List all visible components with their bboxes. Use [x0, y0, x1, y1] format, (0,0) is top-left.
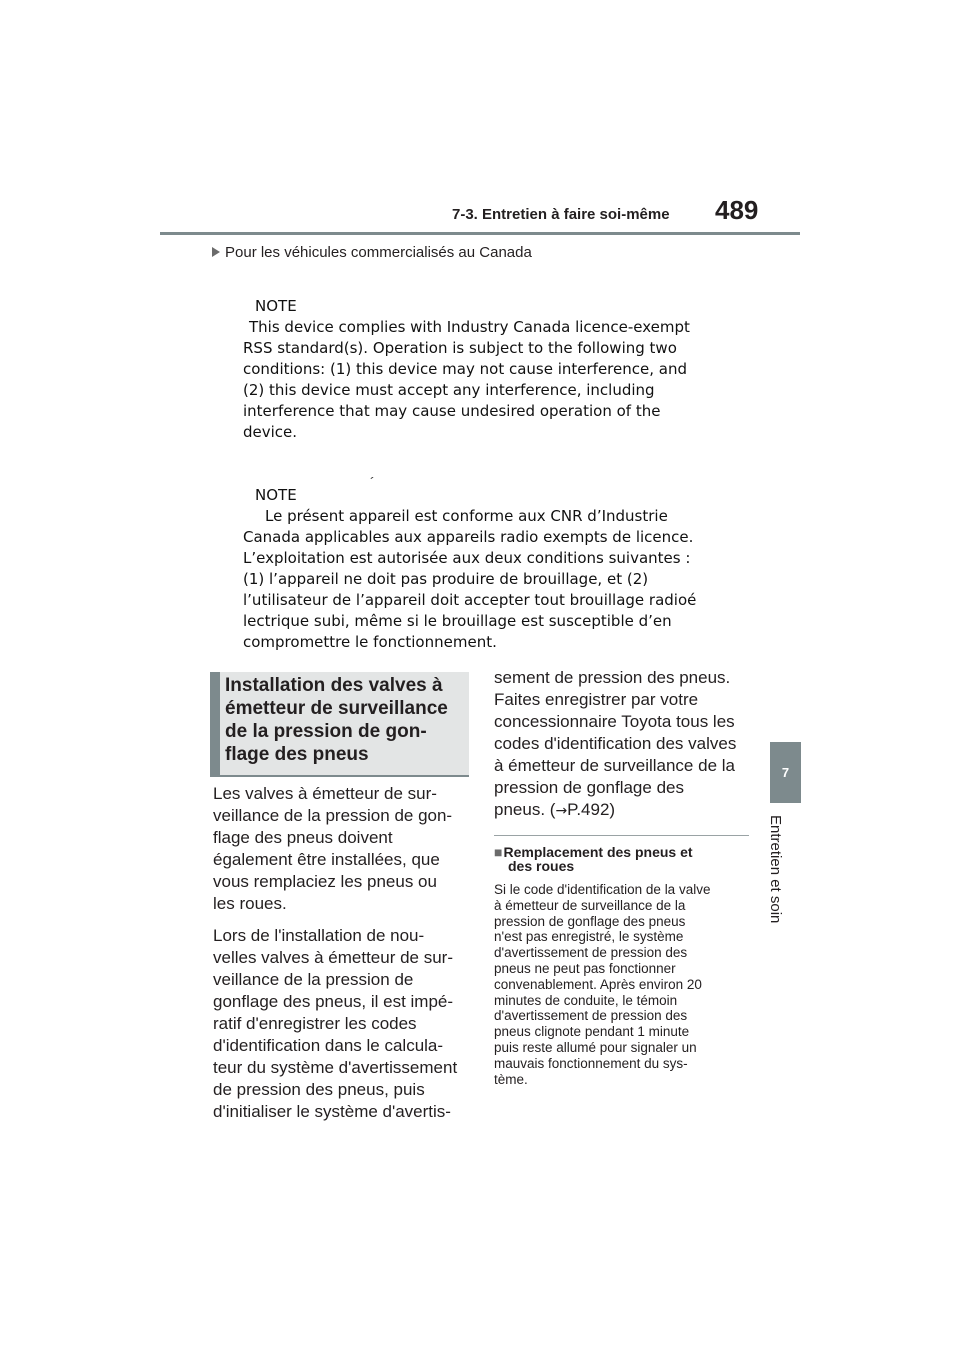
- sub-heading: [494, 845, 749, 873]
- page-number: 489: [715, 195, 759, 225]
- notice-line: device.: [243, 423, 298, 441]
- section-heading: [225, 674, 465, 766]
- text-line: Si le code d'identification de la valve: [494, 882, 711, 897]
- text-line: les roues.: [213, 894, 287, 913]
- notice-line: compromettre le fonctionnement.: [243, 633, 497, 651]
- text-line: Faites enregistrer par votre: [494, 690, 699, 709]
- page-reference-link[interactable]: P.492): [567, 800, 616, 819]
- text-line: gonflage des pneus, il est impé-: [213, 992, 454, 1011]
- heading-line: Installation des valves à: [225, 675, 443, 696]
- right-column: [494, 667, 754, 822]
- text-line: puis reste allumé pour signaler un: [494, 1039, 697, 1055]
- section-title: 7-3. Entretien à faire soi-même: [452, 206, 670, 223]
- notice-line: RSS standard(s). Operation is subject to the following two: [243, 339, 677, 357]
- text-line: d'avertissement de pression des: [494, 1008, 688, 1024]
- text-line: velles valves à émetteur de sur-: [213, 948, 453, 967]
- text-line: flage des pneus doivent: [213, 828, 393, 847]
- notice-french: [243, 485, 696, 653]
- header-rule: [160, 232, 800, 235]
- stray-accent-mark: ´: [370, 474, 375, 490]
- square-bullet-icon: ■: [494, 844, 503, 860]
- text-line: à émetteur de surveillance de la: [494, 897, 686, 913]
- paragraph: [213, 925, 468, 1123]
- notice-line: (1) l’appareil ne doit pas produire de brouillage, et (2): [243, 570, 649, 588]
- notice-line: lectrique subi, même si le brouillage est susceptible d’en: [243, 612, 672, 630]
- notice-line: interference that may cause undesired operation of the: [243, 402, 661, 420]
- text-line: à émetteur de surveillance de la: [494, 756, 735, 775]
- text-line: n'est pas enregistré, le système: [494, 929, 684, 945]
- text-line: Lors de l'installation de nou-: [213, 926, 425, 945]
- sub-body: [494, 882, 749, 1087]
- text-line: sement de pression des pneus.: [494, 668, 731, 687]
- left-column: [213, 783, 468, 1133]
- text-line: pression de gonflage des: [494, 778, 684, 797]
- text-line: également être installées, que: [213, 850, 440, 869]
- text-line: d'avertissement de pression des: [494, 945, 688, 961]
- text-line: mauvais fonctionnement du sys-: [494, 1055, 688, 1071]
- heading-line: flage des pneus: [225, 744, 369, 765]
- heading-line: émetteur de surveillance: [225, 698, 448, 719]
- text-line: de pression des pneus, puis: [213, 1080, 425, 1099]
- sub-heading-line: Remplacement des pneus et: [503, 844, 693, 860]
- notice-tag: NOTE: [255, 486, 297, 504]
- reference-arrow-icon: →: [555, 803, 568, 819]
- text-line: codes d'identification des valves: [494, 734, 737, 753]
- chapter-label-text: Entretien et soin: [767, 815, 784, 924]
- text-line: Les valves à émetteur de sur-: [213, 784, 437, 803]
- paragraph: [494, 667, 754, 822]
- intro-bullet: [212, 244, 532, 261]
- text-line: concessionnaire Toyota tous les: [494, 712, 735, 731]
- heading-accent-bar: [210, 672, 220, 775]
- text-line: pression de gonflage des pneus: [494, 913, 686, 929]
- bullet-triangle-icon: [212, 247, 220, 257]
- sub-heading-line: des roues: [508, 858, 575, 874]
- notice-english: [243, 296, 690, 443]
- chapter-tab[interactable]: 7: [770, 742, 801, 803]
- notice-line: Canada applicables aux appareils radio exempts de licence.: [243, 528, 694, 546]
- text-line: pneus clignote pendant 1 minute: [494, 1024, 690, 1040]
- notice-tag: NOTE: [255, 297, 297, 315]
- text-line: pneus ne peut pas fonctionner: [494, 960, 676, 976]
- text-line: d'identification dans le calcula-: [213, 1036, 444, 1055]
- text-line: ratif d'enregistrer les codes: [213, 1014, 417, 1033]
- notice-line: This device complies with Industry Canada licence-exempt: [249, 318, 690, 336]
- intro-bullet-text: Pour les véhicules commercialisés au Canada: [225, 244, 532, 261]
- text-line: teur du système d'avertissement: [213, 1058, 458, 1077]
- text-line: pneus. (: [494, 800, 556, 819]
- text-line: veillance de la pression de: [213, 970, 414, 989]
- text-line: d'initialiser le système d'avertis-: [213, 1102, 451, 1121]
- notice-line: L’exploitation est autorisée aux deux conditions suivantes :: [243, 549, 691, 567]
- subsection-divider: [494, 835, 749, 836]
- text-line: tème.: [494, 1071, 528, 1087]
- text-line: minutes de conduite, le témoin: [494, 992, 678, 1008]
- notice-line: l’utilisateur de l’appareil doit accepter tout brouillage radioé: [243, 591, 697, 609]
- heading-line: de la pression de gon-: [225, 721, 427, 742]
- text-line: vous remplaciez les pneus ou: [213, 872, 437, 891]
- section-heading-box: [210, 672, 469, 777]
- text-line: convenablement. Après environ 20: [494, 976, 702, 992]
- text-line: veillance de la pression de gon-: [213, 806, 453, 825]
- notice-line: (2) this device must accept any interference, including: [243, 381, 655, 399]
- chapter-side-label: [768, 815, 800, 935]
- notice-line: Le présent appareil est conforme aux CNR d’Industrie: [265, 507, 668, 525]
- notice-line: conditions: (1) this device may not cause interference, and: [243, 360, 687, 378]
- paragraph: [213, 783, 468, 915]
